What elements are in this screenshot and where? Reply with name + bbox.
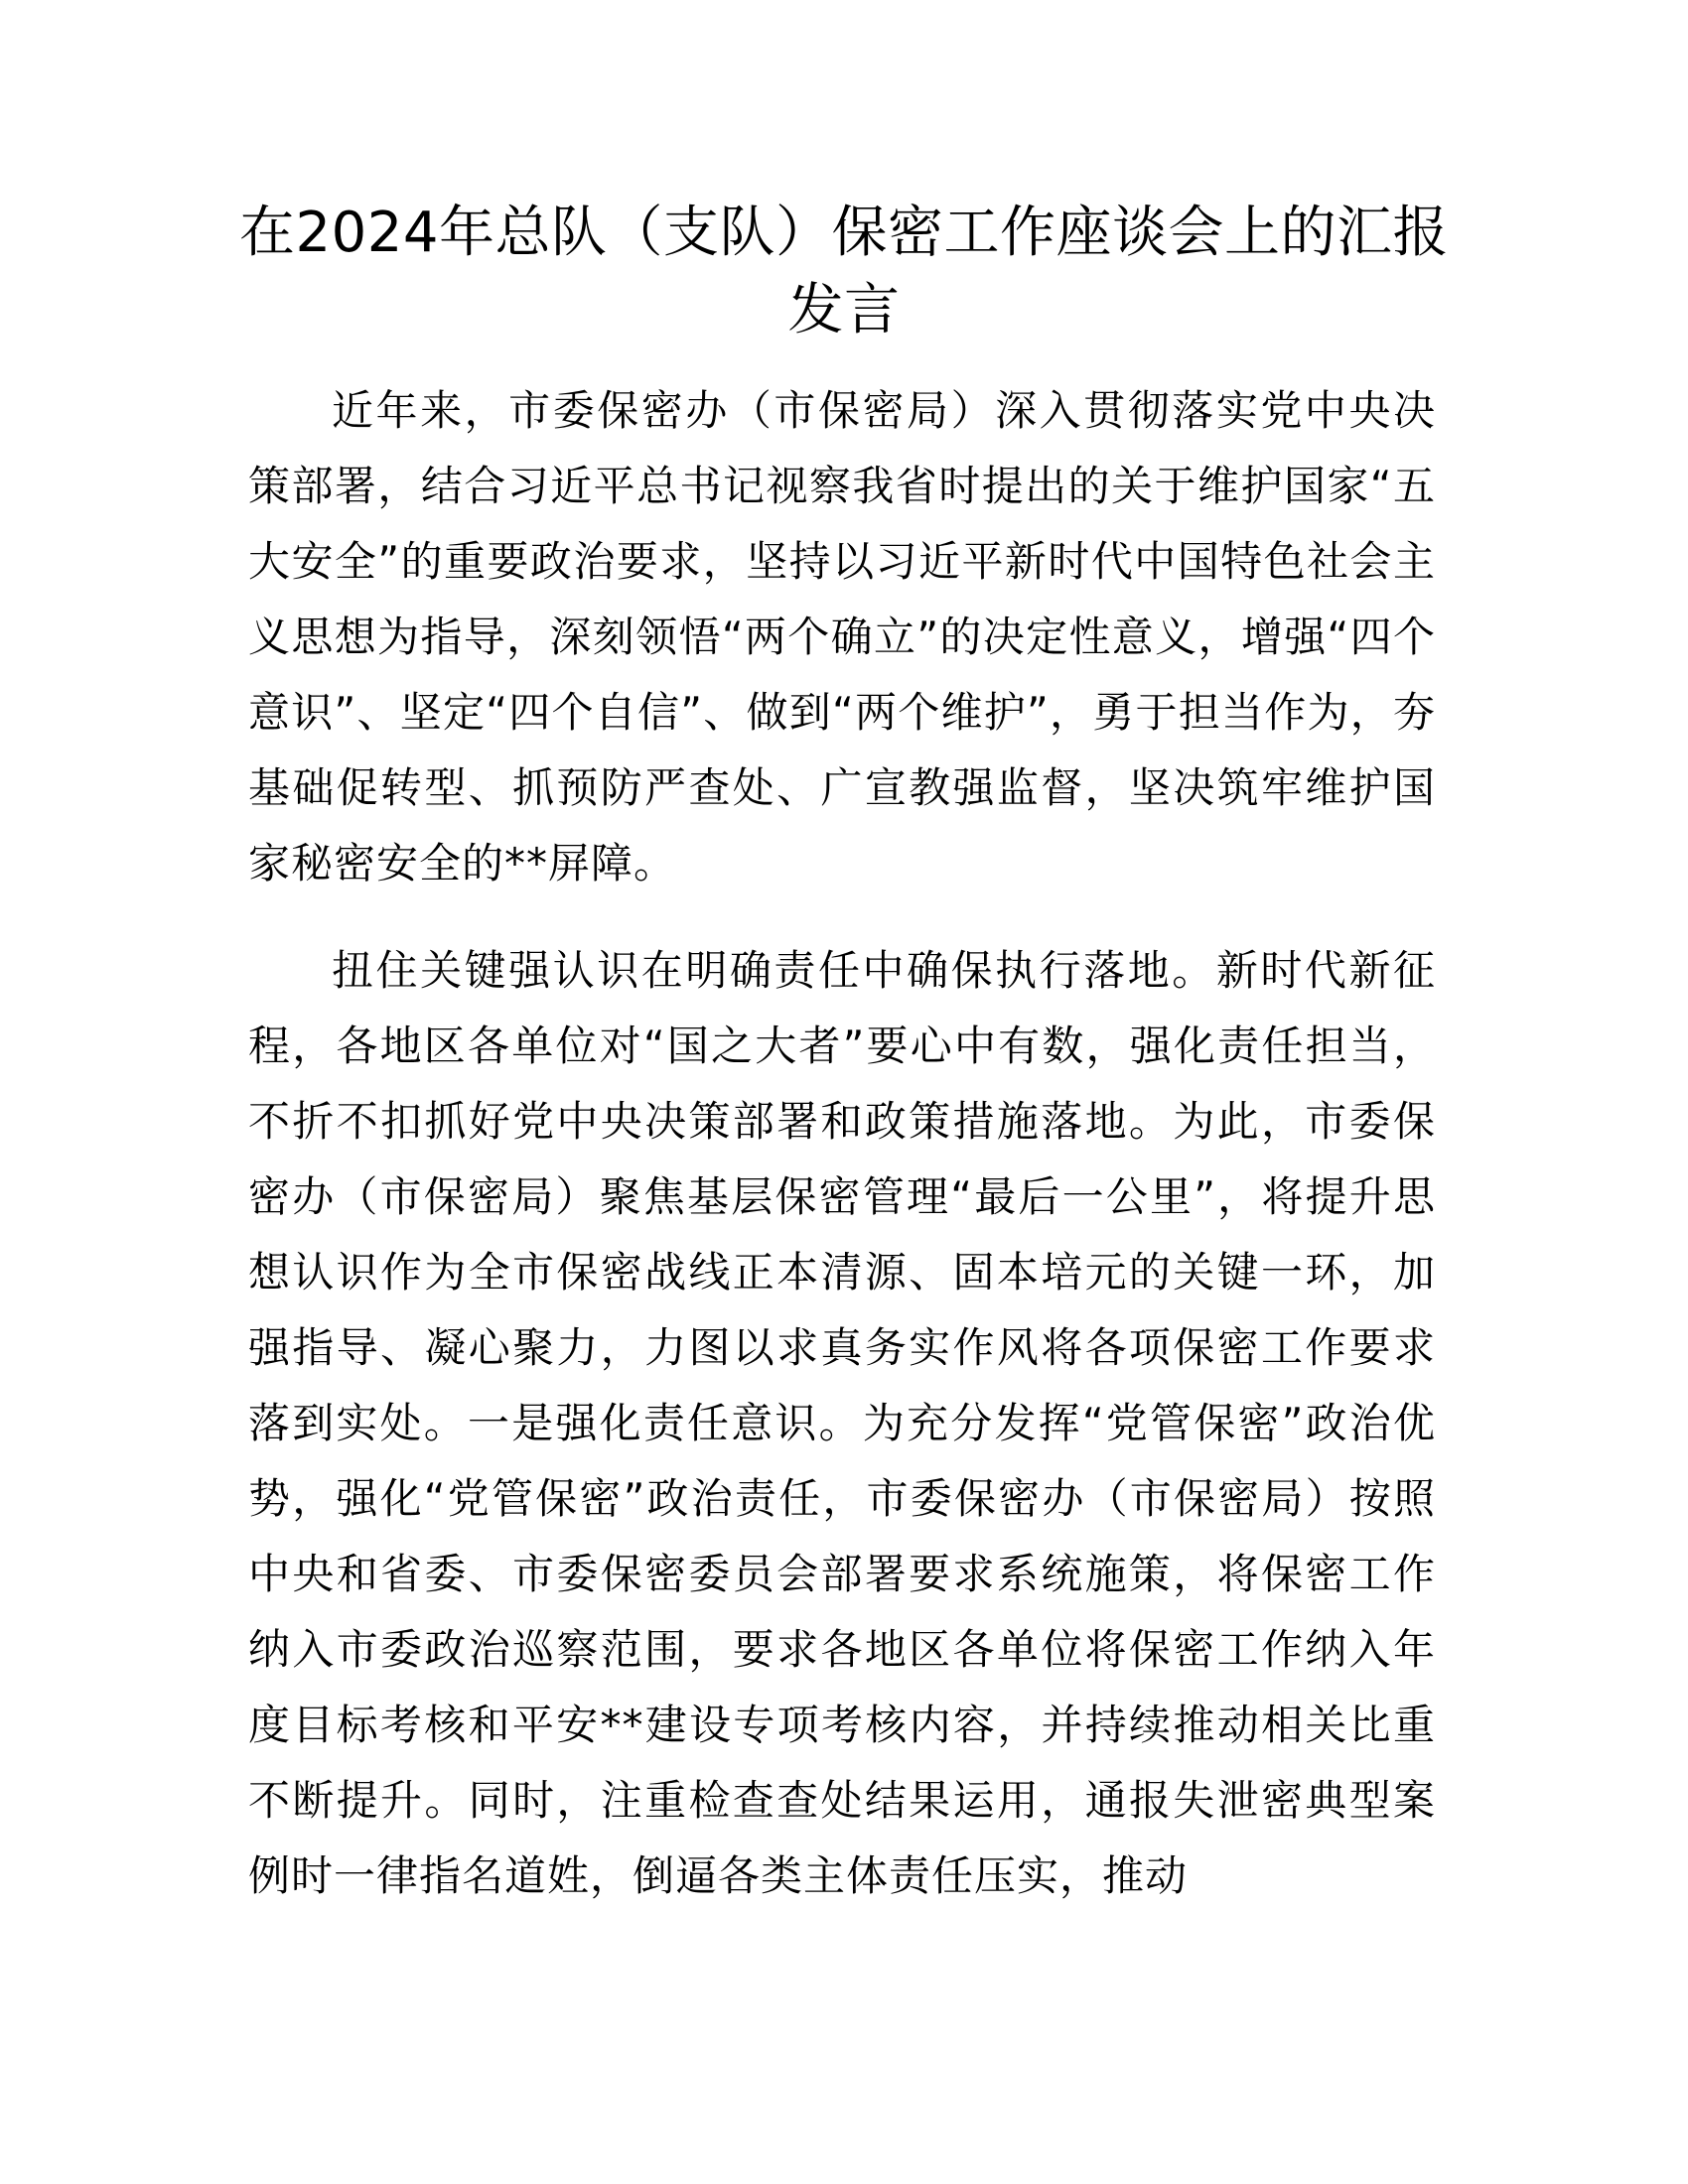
paragraph-intro: 近年来，市委保密办（市保密局）深入贯彻落实党中央决策部署，结合习近平总书记视察我省时提出的关于维护国家“五大安全”的重要政治要求，坚持以习近平新时代中国特色社会主义思想为指导，深刻领悟“两个确立”的决定性意义，增强“四个意识”、坚定“四个自信”、做到“两个维护”，勇于担当作为，夯基础促转型、抓预防严查处、广宣教强监督，坚决筑牢维护国家秘密安全的**屏障。 bbox=[248, 386, 1436, 887]
paragraph-section-1: 扭住关键强认识在明确责任中确保执行落地。新时代新征程，各地区各单位对“国之大者”要心中有数，强化责任担当，不折不扣抓好党中央决策部署和政策措施落地。为此，市委保密办（市保密局）聚焦基层保密管理“最后一公里”，将提升思想认识作为全市保密战线正本清源、固本培元的关键一环，加强指导、凝心聚力，力图以求真务实作风将各项保密工作要求落到实处。一是强化责任意识。为充分发挥“党管保密”政治优势，强化“党管保密”政治责任，市委保密办（市保密局）按照中央和省委、市委保密委员会部署要求系统施策，将保密工作纳入市委政治巡察范围，要求各地区各单位将保密工作纳入年度目标考核和平安**建设专项考核内容，并持续推动相关比重不断提升。同时，注重检查查处结果运用，通报失泄密典型案例时一律指名道姓，倒逼各类主体责任压实，推动 bbox=[248, 946, 1436, 1900]
document-title: 在2024年总队（支队）保密工作座谈会上的汇报发言 bbox=[238, 201, 1449, 342]
